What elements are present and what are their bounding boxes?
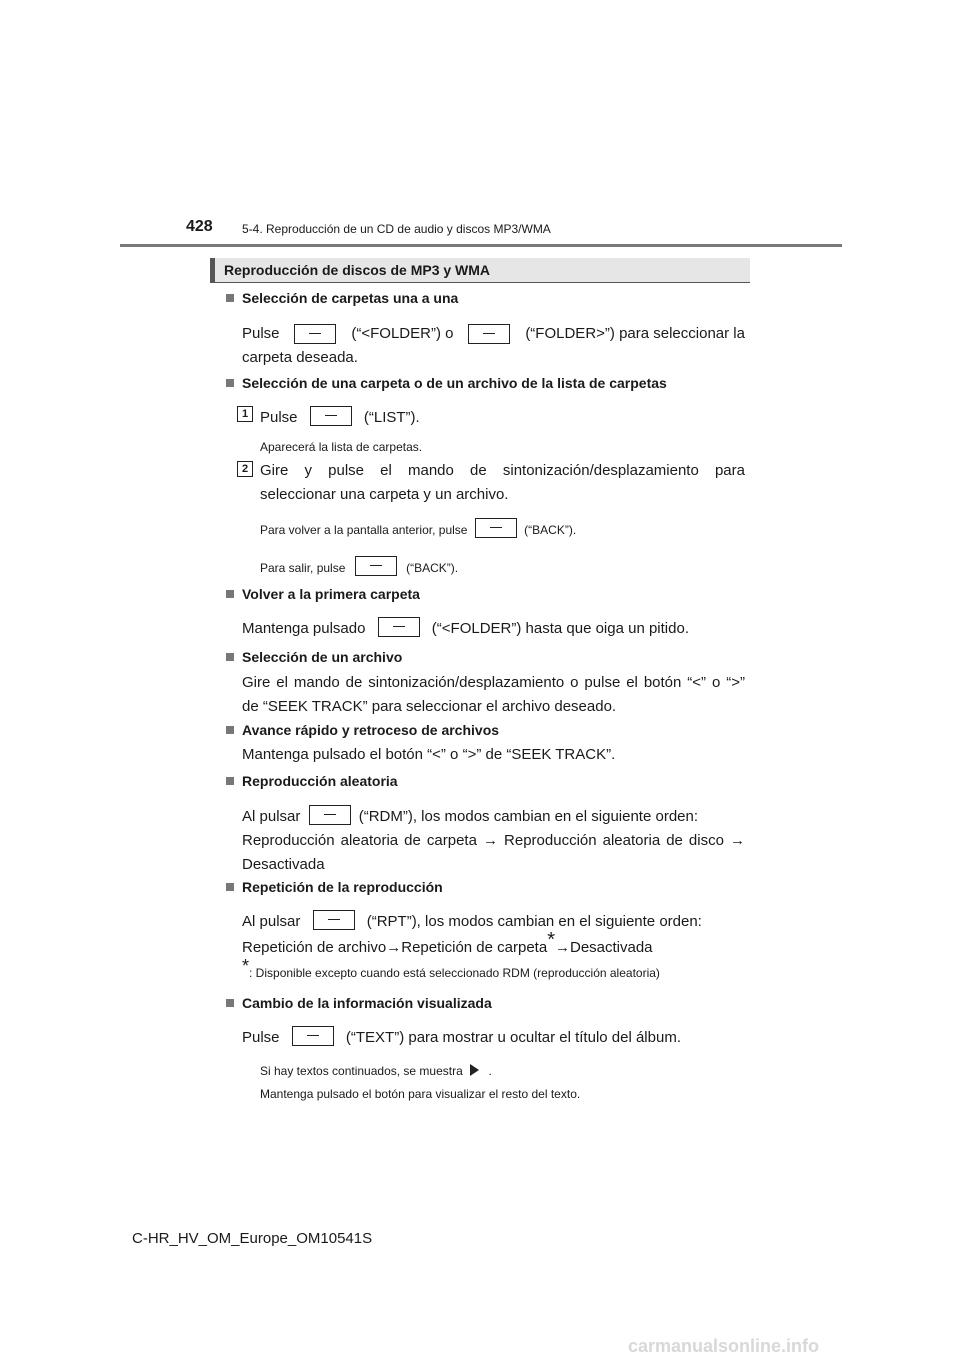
- document-code: C-HR_HV_OM_Europe_OM10541S: [132, 1230, 373, 1247]
- section-bar: [210, 258, 750, 283]
- bullet-square-icon: [226, 883, 234, 891]
- heading-random: Reproducción aleatoria: [226, 773, 398, 789]
- bullet-square-icon: [226, 999, 234, 1007]
- bullet-square-icon: [226, 590, 234, 598]
- ffwd-text: Mantenga pulsado el botón “<” o “>” de “SEEK TRACK”.: [242, 746, 616, 763]
- folder-prev-button-icon: [294, 324, 336, 344]
- text-info-note-2: Mantenga pulsado el botón para visualizar el resto del texto.: [260, 1087, 581, 1101]
- bullet-square-icon: [226, 294, 234, 302]
- bullet-square-icon: [226, 653, 234, 661]
- heading-file-select: Selección de un archivo: [226, 649, 402, 665]
- folder-next-button-icon: [468, 324, 510, 344]
- step-1-badge: 1: [237, 406, 253, 422]
- heading-ffwd: Avance rápido y retroceso de archivos: [226, 722, 499, 738]
- repeat-footnote: *: Disponible excepto cuando está seleccionado RDM (reproducción aleatoria): [242, 956, 660, 980]
- list-button-icon: [310, 406, 352, 426]
- folder-select-text: Pulse (“<FOLDER”) o (“FOLDER>”) para seleccionar la carpeta deseada.: [242, 325, 745, 366]
- bullet-square-icon: [226, 379, 234, 387]
- first-folder-text: Mantenga pulsado (“<FOLDER”) hasta que oiga un pitido.: [242, 617, 689, 641]
- text-info-text: Pulse (“TEXT”) para mostrar u ocultar el título del álbum.: [242, 1026, 681, 1050]
- rpt-button-icon: [313, 910, 355, 930]
- continue-arrow-icon: [470, 1064, 479, 1076]
- bullet-square-icon: [226, 777, 234, 785]
- watermark: carmanualsonline.info: [628, 1336, 820, 1356]
- step-1-note: Aparecerá la lista de carpetas.: [260, 440, 423, 454]
- step-1-text: Pulse (“LIST”).: [260, 406, 420, 430]
- folder-prev-button-icon: [378, 617, 420, 637]
- heading-list-select: Selección de una carpeta o de un archivo de la lista de carpetas: [226, 375, 667, 391]
- bullet-square-icon: [226, 726, 234, 734]
- heading-text-info: Cambio de la información visualizada: [226, 995, 492, 1011]
- page-number: 428: [186, 218, 213, 235]
- rdm-button-icon: [309, 805, 351, 825]
- step-2-badge: 2: [237, 461, 253, 477]
- heading-repeat: Repetición de la reproducción: [226, 879, 443, 895]
- exit-note: Para salir, pulse (“BACK”).: [260, 556, 458, 576]
- back-button-icon: [475, 518, 517, 538]
- back-button-icon: [355, 556, 397, 576]
- back-note: Para volver a la pantalla anterior, pulse (“BACK”).: [260, 518, 576, 538]
- text-button-icon: [292, 1026, 334, 1046]
- header-rule: [120, 244, 842, 247]
- repeat-text: Al pulsar (“RPT”), los modos cambian en el siguiente orden: Repetición de archivo→Repetición de carpeta*→Desactivada: [242, 910, 702, 960]
- heading-folder-select: Selección de carpetas una a una: [226, 290, 458, 306]
- step-2-text: Gire y pulse el mando de sintonización/desplazamiento para seleccionar una carpeta y un archivo.: [260, 462, 745, 503]
- text-info-note-1: Si hay textos continuados, se muestra .: [260, 1064, 492, 1078]
- random-text: Al pulsar (“RDM”), los modos cambian en el siguiente orden: Reproducción aleatoria de carpeta → Reproducción aleatoria de disco → Desactivada: [242, 805, 745, 877]
- heading-first-folder: Volver a la primera carpeta: [226, 586, 420, 602]
- chapter-title: 5-4. Reproducción de un CD de audio y discos MP3/WMA: [242, 222, 551, 236]
- section-title: Reproducción de discos de MP3 y WMA: [224, 262, 491, 278]
- file-select-text: Gire el mando de sintonización/desplazamiento o pulse el botón “<” o “>” de “SEEK TRACK” para seleccionar el archivo deseado.: [242, 674, 745, 715]
